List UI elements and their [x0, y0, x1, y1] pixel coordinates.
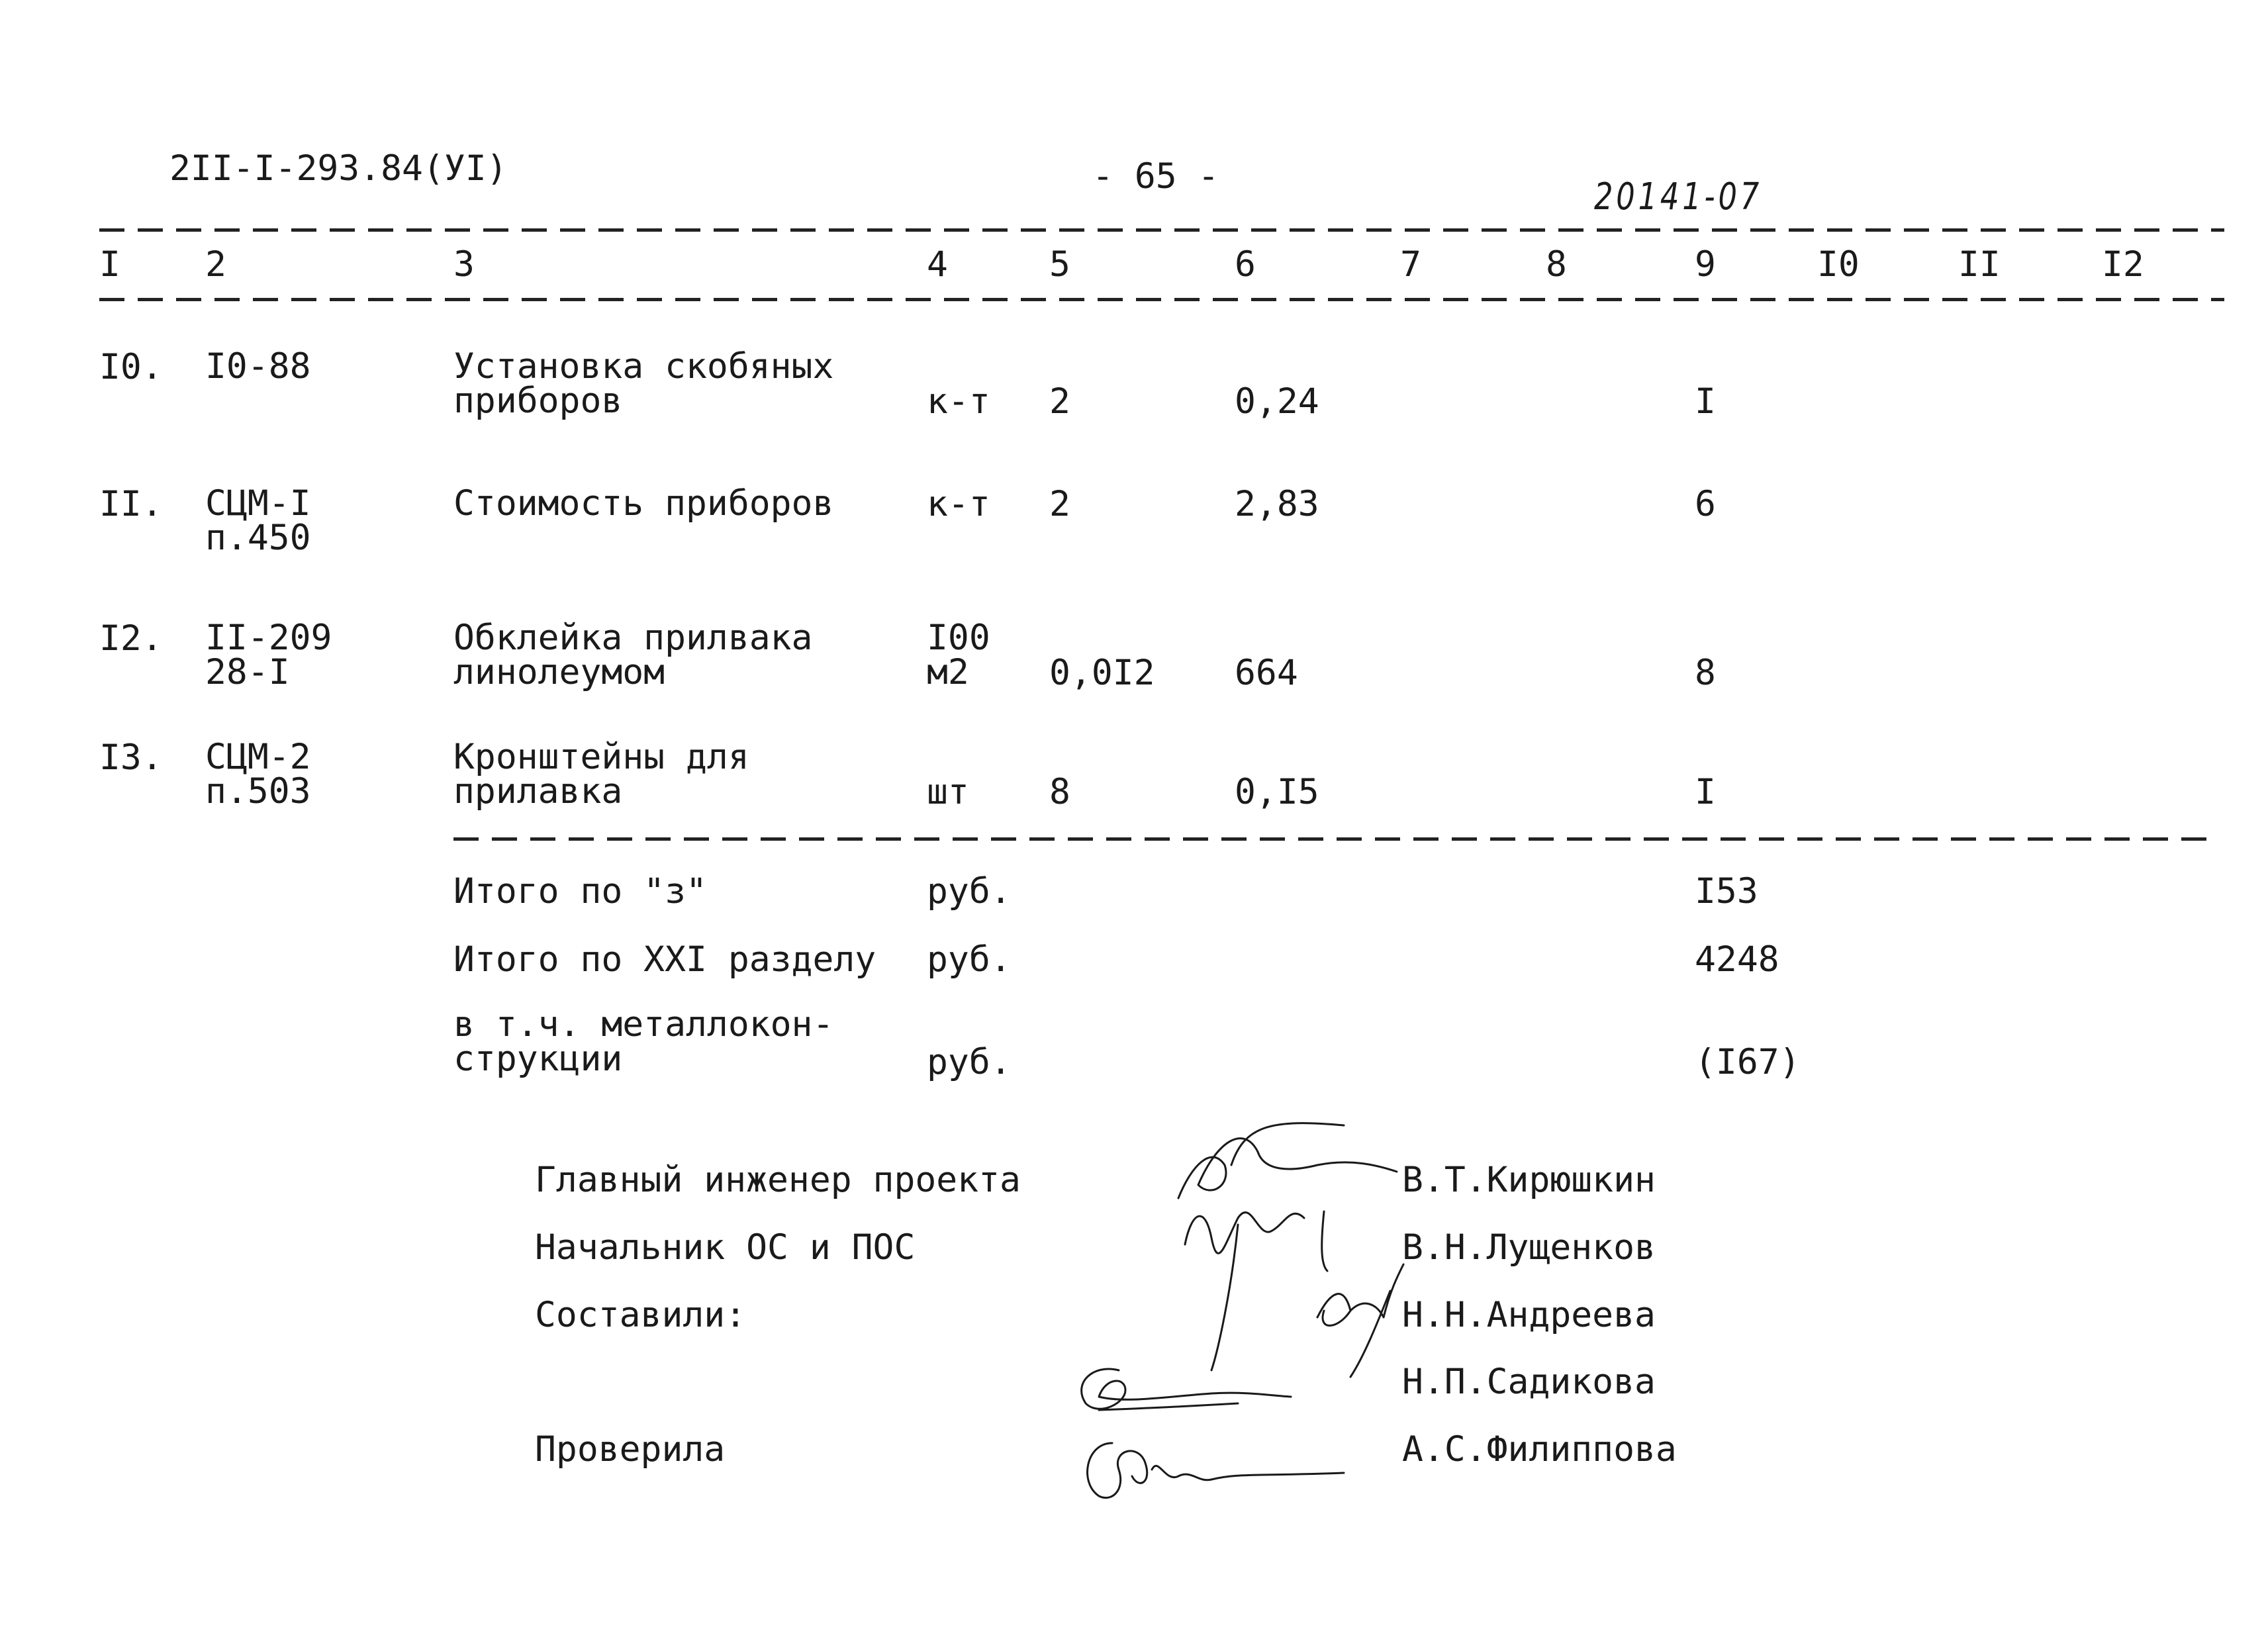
totals-label: Итого по "з" [453, 871, 707, 912]
header-top-rule [99, 228, 2224, 232]
totals-value: I53 [1695, 871, 1758, 912]
column-number: 3 [453, 244, 475, 285]
row-price: 0,I5 [1235, 772, 1319, 812]
row-quantity: 0,0I2 [1049, 653, 1155, 693]
totals-value: 4248 [1695, 939, 1779, 980]
role-compiled-by: Составили: [535, 1295, 747, 1335]
row-unit: I00 м2 [927, 618, 990, 692]
document-code: 2II-I-293.84(УI) [169, 148, 508, 189]
totals-unit: руб. [927, 939, 1012, 980]
column-number: I [99, 244, 120, 285]
totals-value: (I67) [1695, 1042, 1801, 1082]
row-total: 6 [1695, 484, 1716, 524]
row-price: 0,24 [1235, 381, 1319, 422]
signatory-name: Н.П.Садикова [1402, 1362, 1656, 1402]
column-number: 4 [927, 244, 948, 285]
role-chief-engineer: Главный инженер проекта [535, 1160, 1021, 1200]
row-code: СЦМ-2 п.503 [205, 737, 311, 812]
row-code: I0-88 [205, 346, 311, 387]
row-number: I2. [99, 618, 163, 659]
header-bottom-rule [99, 298, 2224, 301]
totals-unit: руб. [927, 871, 1012, 912]
row-name: Кронштейны для прилавка [453, 737, 749, 812]
row-name: Обклейка прилвака линолеумом [453, 618, 813, 692]
totals-label: в т.ч. металлокон- струкции [453, 1004, 834, 1079]
column-number: 6 [1235, 244, 1256, 285]
column-number: II [1958, 244, 2001, 285]
column-number: 8 [1546, 244, 1567, 285]
row-quantity: 8 [1049, 772, 1070, 812]
row-total: I [1695, 381, 1716, 422]
totals-rule [453, 837, 2214, 841]
role-head-of-department: Начальник ОС и ПОС [535, 1227, 916, 1268]
row-number: I0. [99, 347, 163, 387]
column-number: 5 [1049, 244, 1070, 285]
row-total: 8 [1695, 653, 1716, 693]
handwritten-code: 20141-07 [1594, 175, 1763, 218]
row-price: 2,83 [1235, 484, 1319, 524]
row-quantity: 2 [1049, 381, 1070, 422]
row-unit: к-т [927, 484, 990, 524]
row-price: 664 [1235, 653, 1298, 693]
column-number: 2 [205, 244, 226, 285]
signature-scribble [0, 0, 7, 7]
row-number: I3. [99, 737, 163, 778]
signatory-name: В.Т.Кирюшкин [1402, 1160, 1656, 1200]
column-number: I2 [2102, 244, 2144, 285]
column-number: 9 [1695, 244, 1716, 285]
totals-label: Итого по XXI разделу [453, 939, 876, 980]
row-name: Установка скобяных приборов [453, 346, 834, 421]
role-checked-by: Проверила [535, 1429, 726, 1470]
column-number: 7 [1400, 244, 1421, 285]
row-unit: шт [927, 772, 969, 812]
row-total: I [1695, 772, 1716, 812]
row-code: II-209 28-I [205, 618, 332, 692]
totals-unit: руб. [927, 1042, 1012, 1082]
row-code: СЦМ-I п.450 [205, 483, 311, 558]
signatory-name: Н.Н.Андреева [1402, 1295, 1656, 1335]
row-quantity: 2 [1049, 484, 1070, 524]
signatory-name: В.Н.Лущенков [1402, 1227, 1656, 1268]
page-number: - 65 - [1092, 156, 1219, 197]
row-name: Стоимость приборов [453, 483, 834, 524]
signatory-name: А.С.Филиппова [1402, 1429, 1677, 1470]
column-number: I0 [1817, 244, 1860, 285]
row-unit: к-т [927, 381, 990, 422]
row-number: II. [99, 484, 163, 524]
